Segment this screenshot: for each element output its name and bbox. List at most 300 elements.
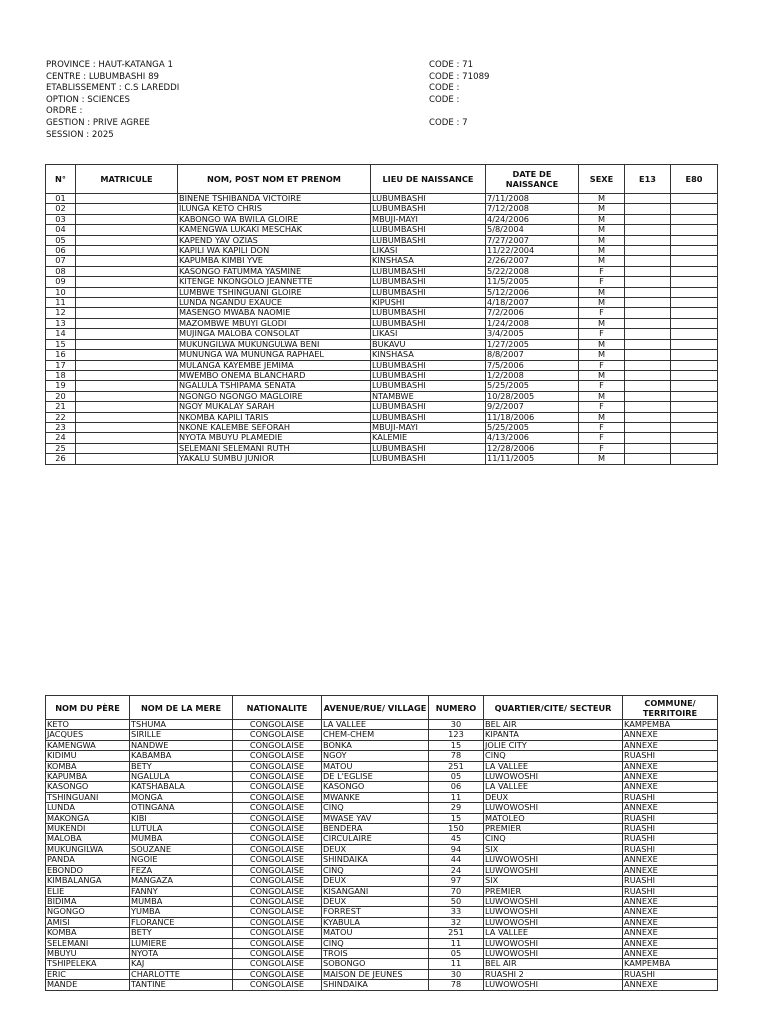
student-cell xyxy=(76,256,178,266)
student-cell xyxy=(671,443,718,453)
parent-cell: CONGOLAISE xyxy=(233,855,322,865)
student-row xyxy=(46,350,718,360)
student-cell: F xyxy=(579,433,625,443)
student-cell xyxy=(625,318,671,328)
student-cell: 20 xyxy=(46,391,76,401)
parent-cell: CONGOLAISE xyxy=(233,740,322,750)
parent-cell: RUASHI xyxy=(623,886,718,896)
parent-row xyxy=(46,813,718,823)
parent-cell: LUNDA xyxy=(46,803,130,813)
student-cell xyxy=(76,287,178,297)
parent-cell: CONGOLAISE xyxy=(233,813,322,823)
student-cell: 5/22/2008 xyxy=(486,266,579,276)
parent-row xyxy=(46,792,718,802)
student-cell: 04 xyxy=(46,225,76,235)
parent-cell: ELIE xyxy=(46,886,130,896)
parent-cell: 78 xyxy=(429,980,484,990)
student-cell: 10/28/2005 xyxy=(486,391,579,401)
parents-column-header: COMMUNE/ TERRITOIRE xyxy=(623,696,718,720)
header-left-line: SESSION : 2025 xyxy=(46,129,114,140)
parent-cell: CONGOLAISE xyxy=(233,886,322,896)
parent-cell: RUASHI xyxy=(623,792,718,802)
student-cell: 7/11/2008 xyxy=(486,194,579,204)
parent-cell: ANNEXE xyxy=(623,761,718,771)
student-row xyxy=(46,277,718,287)
parent-row xyxy=(46,803,718,813)
student-cell: 7/27/2007 xyxy=(486,235,579,245)
student-cell xyxy=(625,246,671,256)
student-cell: LUBUMBASHI xyxy=(371,194,486,204)
student-cell: 18 xyxy=(46,370,76,380)
student-cell: LUBUMBASHI xyxy=(371,412,486,422)
parent-cell: AMISI xyxy=(46,917,130,927)
parent-row xyxy=(46,969,718,979)
student-cell xyxy=(671,277,718,287)
student-cell: LUBUMBASHI xyxy=(371,308,486,318)
parent-cell: LA VALLEE xyxy=(322,720,429,730)
parent-cell: KASONGO xyxy=(46,782,130,792)
parent-cell: SHINDAIKA xyxy=(322,855,429,865)
student-row xyxy=(46,454,718,464)
parent-cell: 78 xyxy=(429,751,484,761)
student-cell xyxy=(76,194,178,204)
parent-cell: ANNEXE xyxy=(623,917,718,927)
parent-cell: CONGOLAISE xyxy=(233,782,322,792)
parent-cell: LUWOWOSHI xyxy=(484,865,623,875)
student-row xyxy=(46,225,718,235)
header-left-block xyxy=(46,60,179,141)
student-cell xyxy=(671,454,718,464)
student-row xyxy=(46,266,718,276)
student-cell: 4/13/2006 xyxy=(486,433,579,443)
parent-cell: KETO xyxy=(46,720,130,730)
student-cell: 1/2/2008 xyxy=(486,370,579,380)
student-cell: 11/5/2005 xyxy=(486,277,579,287)
parent-cell: 06 xyxy=(429,782,484,792)
student-cell xyxy=(671,235,718,245)
student-row xyxy=(46,204,718,214)
student-cell: M xyxy=(579,256,625,266)
parent-cell: DEUX xyxy=(322,896,429,906)
parent-cell: CINQ xyxy=(322,938,429,948)
student-cell: F xyxy=(579,422,625,432)
students-column-header: LIEU DE NAISSANCE xyxy=(371,165,486,194)
student-cell xyxy=(671,350,718,360)
parent-cell: DE L'EGLISE xyxy=(322,772,429,782)
students-column-header: SEXE xyxy=(579,165,625,194)
student-row xyxy=(46,318,718,328)
student-cell xyxy=(76,204,178,214)
student-cell: LIKASI xyxy=(371,246,486,256)
parents-column-header: QUARTIER/CITE/ SECTEUR xyxy=(484,696,623,720)
parent-cell: NANDWE xyxy=(130,740,233,750)
student-cell: LUBUMBASHI xyxy=(371,235,486,245)
student-row xyxy=(46,194,718,204)
student-cell: SELEMANI SELEMANI RUTH xyxy=(178,443,371,453)
parent-cell: RUASHI xyxy=(623,813,718,823)
parent-cell: KAMENGWA xyxy=(46,740,130,750)
parent-cell: SELEMANI xyxy=(46,938,130,948)
parent-cell: CHEM-CHEM xyxy=(322,730,429,740)
parent-cell: CINQ xyxy=(322,803,429,813)
student-cell: MBUJI-MAYI xyxy=(371,214,486,224)
parent-cell: 11 xyxy=(429,959,484,969)
student-cell: 3/4/2005 xyxy=(486,329,579,339)
parent-cell: KIDIMU xyxy=(46,751,130,761)
student-row xyxy=(46,287,718,297)
parent-cell: KIBI xyxy=(130,813,233,823)
parent-cell: CONGOLAISE xyxy=(233,803,322,813)
students-column-header: E80 xyxy=(671,165,718,194)
header-left-line: PROVINCE : HAUT-KATANGA 1 xyxy=(46,60,173,70)
student-cell xyxy=(625,214,671,224)
parents-column-header: NATIONALITE xyxy=(233,696,322,720)
student-row xyxy=(46,391,718,401)
parent-row xyxy=(46,834,718,844)
student-cell: LUBUMBASHI xyxy=(371,360,486,370)
student-cell xyxy=(671,381,718,391)
parent-cell: DEUX xyxy=(322,876,429,886)
student-cell xyxy=(671,391,718,401)
student-row xyxy=(46,422,718,432)
parent-cell: MAKONGA xyxy=(46,813,130,823)
student-cell: NKOMBA KAPILI TARIS xyxy=(178,412,371,422)
student-cell: LUBUMBASHI xyxy=(371,443,486,453)
student-cell xyxy=(76,422,178,432)
parent-cell: MUKUNGILWA xyxy=(46,844,130,854)
student-cell: M xyxy=(579,225,625,235)
parent-row xyxy=(46,824,718,834)
student-cell: LUBUMBASHI xyxy=(371,225,486,235)
parent-cell: CONGOLAISE xyxy=(233,834,322,844)
student-cell xyxy=(625,194,671,204)
parent-cell: MWASE YAV xyxy=(322,813,429,823)
student-cell: 25 xyxy=(46,443,76,453)
student-row xyxy=(46,412,718,422)
student-cell xyxy=(76,370,178,380)
parent-cell: ANNEXE xyxy=(623,865,718,875)
student-cell: M xyxy=(579,235,625,245)
parent-cell: MATOLEO xyxy=(484,813,623,823)
student-cell xyxy=(76,246,178,256)
parent-cell: 29 xyxy=(429,803,484,813)
parent-cell: 251 xyxy=(429,761,484,771)
student-cell xyxy=(671,402,718,412)
parent-cell: FANNY xyxy=(130,886,233,896)
parent-cell: CONGOLAISE xyxy=(233,772,322,782)
student-cell: M xyxy=(579,194,625,204)
student-cell xyxy=(671,433,718,443)
student-cell xyxy=(625,370,671,380)
student-cell: M xyxy=(579,454,625,464)
student-cell: 24 xyxy=(46,433,76,443)
parent-cell: LUWOWOSHI xyxy=(484,938,623,948)
student-cell xyxy=(625,391,671,401)
parent-cell: KASONGO xyxy=(322,782,429,792)
parent-cell: 150 xyxy=(429,824,484,834)
parent-row xyxy=(46,896,718,906)
student-cell: LUBUMBASHI xyxy=(371,381,486,391)
parent-cell: 30 xyxy=(429,720,484,730)
parent-cell: 33 xyxy=(429,907,484,917)
student-cell xyxy=(76,308,178,318)
student-cell: LUBUMBASHI xyxy=(371,287,486,297)
parent-cell: NGOY xyxy=(322,751,429,761)
parent-cell: CONGOLAISE xyxy=(233,792,322,802)
student-cell: ILUNGA KETO CHRIS xyxy=(178,204,371,214)
parent-cell: LUTULA xyxy=(130,824,233,834)
student-row xyxy=(46,256,718,266)
parent-cell: LA VALLEE xyxy=(484,928,623,938)
parent-cell: ANNEXE xyxy=(623,948,718,958)
parent-cell: ANNEXE xyxy=(623,855,718,865)
parent-cell: CONGOLAISE xyxy=(233,751,322,761)
student-cell xyxy=(625,287,671,297)
parent-cell: CINQ xyxy=(484,751,623,761)
parent-cell: 15 xyxy=(429,740,484,750)
parent-cell: KATSHABALA xyxy=(130,782,233,792)
student-cell: MWEMBO ONEMA BLANCHARD xyxy=(178,370,371,380)
student-cell xyxy=(671,194,718,204)
parent-cell: BEL AIR xyxy=(484,720,623,730)
parent-cell: KAMPEMBA xyxy=(623,720,718,730)
header-left-line: ETABLISSEMENT : C.S LAREDDI xyxy=(46,83,180,94)
parent-cell: LUWOWOSHI xyxy=(484,948,623,958)
parent-row xyxy=(46,844,718,854)
student-cell: 16 xyxy=(46,350,76,360)
student-cell: F xyxy=(579,308,625,318)
parent-cell: CONGOLAISE xyxy=(233,761,322,771)
parent-cell: KABAMBA xyxy=(130,751,233,761)
student-cell xyxy=(671,266,718,276)
student-cell xyxy=(76,277,178,287)
parent-cell: CINQ xyxy=(484,834,623,844)
parent-cell: PANDA xyxy=(46,855,130,865)
student-row xyxy=(46,308,718,318)
parent-cell: LUWOWOSHI xyxy=(484,855,623,865)
student-cell: 01 xyxy=(46,194,76,204)
parent-cell: MANDE xyxy=(46,980,130,990)
parent-cell: CONGOLAISE xyxy=(233,948,322,958)
student-cell: KINSHASA xyxy=(371,350,486,360)
parents-column-header: NUMERO xyxy=(429,696,484,720)
student-cell: BINENE TSHIBANDA VICTOIRE xyxy=(178,194,371,204)
students-table xyxy=(45,164,718,465)
parent-cell: 05 xyxy=(429,772,484,782)
student-cell xyxy=(76,214,178,224)
student-cell xyxy=(671,360,718,370)
student-cell xyxy=(76,298,178,308)
parent-cell: MUKENDI xyxy=(46,824,130,834)
student-cell: NGOY MUKALAY SARAH xyxy=(178,402,371,412)
student-cell: LUBUMBASHI xyxy=(371,454,486,464)
parent-cell: JACQUES xyxy=(46,730,130,740)
parent-cell: TANTINE xyxy=(130,980,233,990)
student-cell: 11/22/2004 xyxy=(486,246,579,256)
header-right-line: CODE : 7 xyxy=(429,117,468,128)
parent-cell: CONGOLAISE xyxy=(233,959,322,969)
parent-row xyxy=(46,876,718,886)
student-cell xyxy=(671,246,718,256)
parent-cell: MWANKE xyxy=(322,792,429,802)
students-table-header xyxy=(46,165,718,194)
student-cell: 4/18/2007 xyxy=(486,298,579,308)
parent-cell: LUWOWOSHI xyxy=(484,772,623,782)
parent-cell: NGONGO xyxy=(46,907,130,917)
parent-cell: RUASHI xyxy=(623,844,718,854)
parent-cell: LA VALLEE xyxy=(484,782,623,792)
student-cell: LUBUMBASHI xyxy=(371,277,486,287)
student-cell: KITENGE NKONGOLO JEANNETTE xyxy=(178,277,371,287)
student-cell: KAMENGWA LUKAKI MESCHAK xyxy=(178,225,371,235)
student-cell xyxy=(76,443,178,453)
header-right-line: CODE : 71089 xyxy=(429,71,490,82)
parent-row xyxy=(46,865,718,875)
parent-row xyxy=(46,772,718,782)
parent-cell: BETY xyxy=(130,761,233,771)
student-cell xyxy=(625,381,671,391)
student-row xyxy=(46,329,718,339)
student-cell: M xyxy=(579,287,625,297)
student-cell: 05 xyxy=(46,235,76,245)
parent-cell: MUMBA xyxy=(130,834,233,844)
student-cell xyxy=(625,266,671,276)
student-cell: M xyxy=(579,412,625,422)
parent-row xyxy=(46,959,718,969)
parent-cell: CONGOLAISE xyxy=(233,907,322,917)
student-cell xyxy=(671,204,718,214)
parent-cell: LUWOWOSHI xyxy=(484,803,623,813)
parent-cell: CONGOLAISE xyxy=(233,730,322,740)
student-cell: KALEMIE xyxy=(371,433,486,443)
student-cell: LUBUMBASHI xyxy=(371,204,486,214)
student-row xyxy=(46,360,718,370)
student-row xyxy=(46,370,718,380)
student-cell xyxy=(625,350,671,360)
parent-cell: LUWOWOSHI xyxy=(484,907,623,917)
parent-cell: LUWOWOSHI xyxy=(484,980,623,990)
students-column-header: NOM, POST NOM ET PRENOM xyxy=(178,165,371,194)
parent-cell: BEL AIR xyxy=(484,959,623,969)
parent-cell: KAPUMBA xyxy=(46,772,130,782)
parent-cell: MALOBA xyxy=(46,834,130,844)
parent-cell: BETY xyxy=(130,928,233,938)
student-cell xyxy=(671,370,718,380)
student-cell: NTAMBWE xyxy=(371,391,486,401)
student-cell xyxy=(76,225,178,235)
student-cell: 11 xyxy=(46,298,76,308)
header-left-line: ORDRE : xyxy=(46,106,83,117)
parent-row xyxy=(46,761,718,771)
student-cell: KAPILI WA KAPILI DON xyxy=(178,246,371,256)
parent-cell: CONGOLAISE xyxy=(233,865,322,875)
parent-cell: SIX xyxy=(484,844,623,854)
parent-cell: MBUYU xyxy=(46,948,130,958)
student-cell: NKONE KALEMBE SEFORAH xyxy=(178,422,371,432)
parent-cell: LA VALLEE xyxy=(484,761,623,771)
student-cell: 1/27/2005 xyxy=(486,339,579,349)
header-right-line: CODE : xyxy=(429,83,460,94)
student-cell: MBUJI-MAYI xyxy=(371,422,486,432)
parent-cell: RUASHI xyxy=(623,834,718,844)
student-cell: 02 xyxy=(46,204,76,214)
student-cell: LUNDA NGANDU EXAUCE xyxy=(178,298,371,308)
parent-row xyxy=(46,907,718,917)
student-cell xyxy=(625,443,671,453)
student-cell: LUBUMBASHI xyxy=(371,266,486,276)
student-cell: MULANGA KAYEMBE JEMIMA xyxy=(178,360,371,370)
student-cell xyxy=(76,402,178,412)
header-right-line xyxy=(429,130,490,142)
student-row xyxy=(46,443,718,453)
student-cell: 15 xyxy=(46,339,76,349)
student-cell: M xyxy=(579,370,625,380)
parent-row xyxy=(46,782,718,792)
student-cell: LIKASI xyxy=(371,329,486,339)
student-cell: F xyxy=(579,266,625,276)
student-cell: 22 xyxy=(46,412,76,422)
student-cell: 09 xyxy=(46,277,76,287)
parent-cell: ERIC xyxy=(46,969,130,979)
student-cell: MAZOMBWE MBUYI GLODI xyxy=(178,318,371,328)
student-cell: F xyxy=(579,402,625,412)
parent-cell: LUWOWOSHI xyxy=(484,917,623,927)
parent-cell: CONGOLAISE xyxy=(233,969,322,979)
student-cell: M xyxy=(579,298,625,308)
student-cell: 5/25/2005 xyxy=(486,381,579,391)
parent-cell: 05 xyxy=(429,948,484,958)
parent-row xyxy=(46,928,718,938)
student-cell: MASENGO MWABA NAOMIE xyxy=(178,308,371,318)
parent-cell: RUASHI 2 xyxy=(484,969,623,979)
student-cell: F xyxy=(579,443,625,453)
parent-cell: OTINGANA xyxy=(130,803,233,813)
student-cell xyxy=(671,308,718,318)
parent-cell: ANNEXE xyxy=(623,938,718,948)
student-cell: KAPEND YAV OZIAS xyxy=(178,235,371,245)
parent-row xyxy=(46,855,718,865)
parent-cell: 32 xyxy=(429,917,484,927)
parent-cell: MONGA xyxy=(130,792,233,802)
student-cell: LUBUMBASHI xyxy=(371,402,486,412)
student-cell: 5/8/2004 xyxy=(486,225,579,235)
student-cell: 08 xyxy=(46,266,76,276)
parent-cell: NGOIE xyxy=(130,855,233,865)
student-cell xyxy=(671,412,718,422)
parent-cell: MATOU xyxy=(322,761,429,771)
student-cell: 7/2/2006 xyxy=(486,308,579,318)
student-cell xyxy=(625,402,671,412)
parent-cell: KOMBA xyxy=(46,928,130,938)
parent-cell: DEUX xyxy=(484,792,623,802)
parent-cell: MAISON DE JEUNES xyxy=(322,969,429,979)
parent-row xyxy=(46,720,718,730)
parent-cell: KOMBA xyxy=(46,761,130,771)
student-cell xyxy=(625,422,671,432)
parent-cell: ANNEXE xyxy=(623,740,718,750)
student-cell: 07 xyxy=(46,256,76,266)
student-cell: LUBUMBASHI xyxy=(371,370,486,380)
parent-cell: JOLIE CITY xyxy=(484,740,623,750)
students-column-header: E13 xyxy=(625,165,671,194)
student-row xyxy=(46,246,718,256)
parent-cell: LUMIERE xyxy=(130,938,233,948)
header-right-block xyxy=(429,60,490,141)
parent-cell: FEZA xyxy=(130,865,233,875)
student-cell xyxy=(76,381,178,391)
student-cell xyxy=(76,391,178,401)
student-cell: 21 xyxy=(46,402,76,412)
